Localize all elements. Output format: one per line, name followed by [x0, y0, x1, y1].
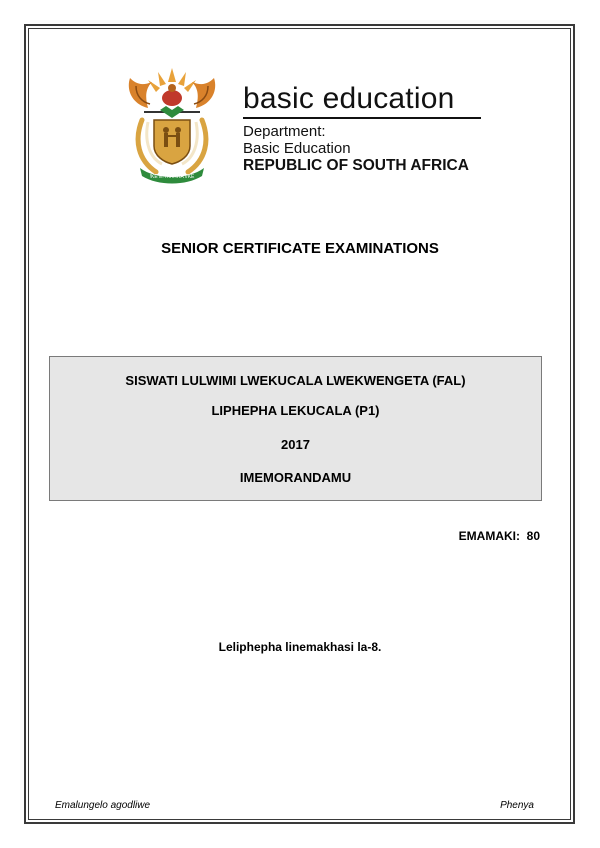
coat-of-arms-logo: [122, 60, 222, 184]
exam-year: 2017: [281, 437, 310, 452]
coat-motto-text: !KE E: /XARRA //KE: [149, 174, 195, 180]
page-count-note: Leliphepha linemakhasi la-8.: [218, 640, 382, 654]
subject-title: SISWATI LULWIMI LWEKUCALA LWEKWENGETA (FAL): [125, 373, 466, 388]
country-name: REPUBLIC OF SOUTH AFRICA: [243, 157, 469, 174]
total-marks: EMAMAKI: 80: [458, 529, 540, 543]
paper-title: LIPHEPHA LEKUCALA (P1): [211, 403, 380, 418]
footer-copyright: Emalungelo agodliwe: [55, 800, 151, 811]
department-header: [243, 82, 488, 174]
footer-turn-over: Phenya: [500, 800, 534, 811]
document-type: IMEMORANDAMU: [239, 470, 352, 485]
department-label: Department:: [243, 123, 326, 140]
subject-box: [49, 356, 542, 501]
department-name: Basic Education: [243, 140, 351, 157]
department-title-rule: [243, 117, 481, 119]
exam-heading: SENIOR CERTIFICATE EXAMINATIONS: [161, 240, 439, 257]
department-title: basic education: [243, 82, 455, 115]
